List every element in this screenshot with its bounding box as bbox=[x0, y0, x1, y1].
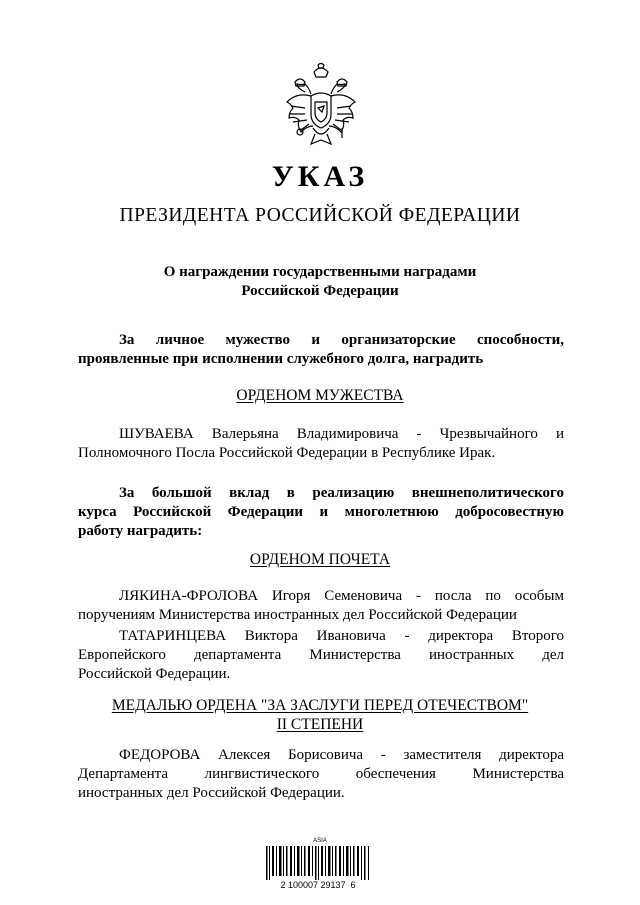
award-3-recipient-line-1: ФЕДОРОВА Алексея Борисовича - заместителя директора bbox=[119, 747, 564, 763]
award-2-recipient-2-line-2: Европейского департамента Министерства иностранных дел bbox=[78, 647, 564, 663]
award-2-heading bbox=[0, 550, 640, 569]
award-1-label: ОРДЕНОМ МУЖЕСТВА bbox=[236, 387, 404, 404]
preamble-2-line-1: За большой вклад в реализацию внешнеполитического bbox=[119, 485, 564, 501]
preamble-2 bbox=[78, 484, 564, 541]
preamble-2-line-2: курса Российской Федерации и многолетнюю добросовестную bbox=[78, 504, 564, 520]
award-3-recipient-line-3: иностранных дел Российской Федерации. bbox=[78, 785, 345, 801]
award-2-label: ОРДЕНОМ ПОЧЕТА bbox=[249, 551, 391, 568]
preamble-1-line-1: За личное мужество и организаторские способности, bbox=[119, 332, 564, 348]
award-3-recipient-line-2: Департамента лингвистического обеспечения Министерства bbox=[78, 766, 564, 782]
award-2-recipient-2-line-1: ТАТАРИНЦЕВА Виктора Ивановича - директора Второго bbox=[119, 628, 564, 644]
preamble-1-line-2: проявленные при исполнении служебного долга, наградить bbox=[78, 351, 484, 367]
award-2-recipient-1-line-2: поручениям Министерства иностранных дел Российской Федерации bbox=[78, 607, 517, 623]
award-2-recipient-2 bbox=[78, 627, 564, 684]
award-3-label-line-2: II СТЕПЕНИ bbox=[276, 716, 364, 733]
barcode-mark: ASIA bbox=[313, 838, 327, 844]
barcode-number: 2 100007 29137 6 bbox=[280, 880, 356, 890]
russian-coat-of-arms-icon bbox=[281, 62, 361, 150]
award-3-label-line-1: МЕДАЛЬЮ ОРДЕНА "ЗА ЗАСЛУГИ ПЕРЕД ОТЕЧЕСТВОМ" bbox=[111, 697, 529, 714]
decree-issuer: ПРЕЗИДЕНТА РОССИЙСКОЙ ФЕДЕРАЦИИ bbox=[119, 205, 521, 226]
preamble-2-line-3: работу наградить: bbox=[78, 523, 203, 539]
award-3-heading bbox=[0, 696, 640, 734]
award-2-recipient-1-line-1: ЛЯКИНА-ФРОЛОВА Игоря Семеновича - посла по особым bbox=[119, 588, 564, 604]
award-3-recipient bbox=[78, 746, 564, 803]
subject-line-1: О награждении государственными наградами bbox=[163, 264, 477, 280]
preamble-1 bbox=[78, 331, 564, 369]
award-1-recipient-line-2: Полномочного Посла Российской Федерации в Республике Ирак. bbox=[78, 445, 496, 461]
subject-line-2: Российской Федерации bbox=[241, 283, 399, 299]
award-1-recipient-line-1: ШУВАЕВА Валерьяна Владимировича - Чрезвычайного и bbox=[119, 426, 564, 442]
award-2-recipient-1 bbox=[78, 587, 564, 625]
decree-title: УКАЗ bbox=[271, 160, 369, 193]
decree-subject bbox=[100, 263, 540, 301]
award-1-heading bbox=[0, 386, 640, 405]
award-2-recipient-2-line-3: Российской Федерации. bbox=[78, 666, 231, 682]
award-1-recipient bbox=[78, 425, 564, 463]
